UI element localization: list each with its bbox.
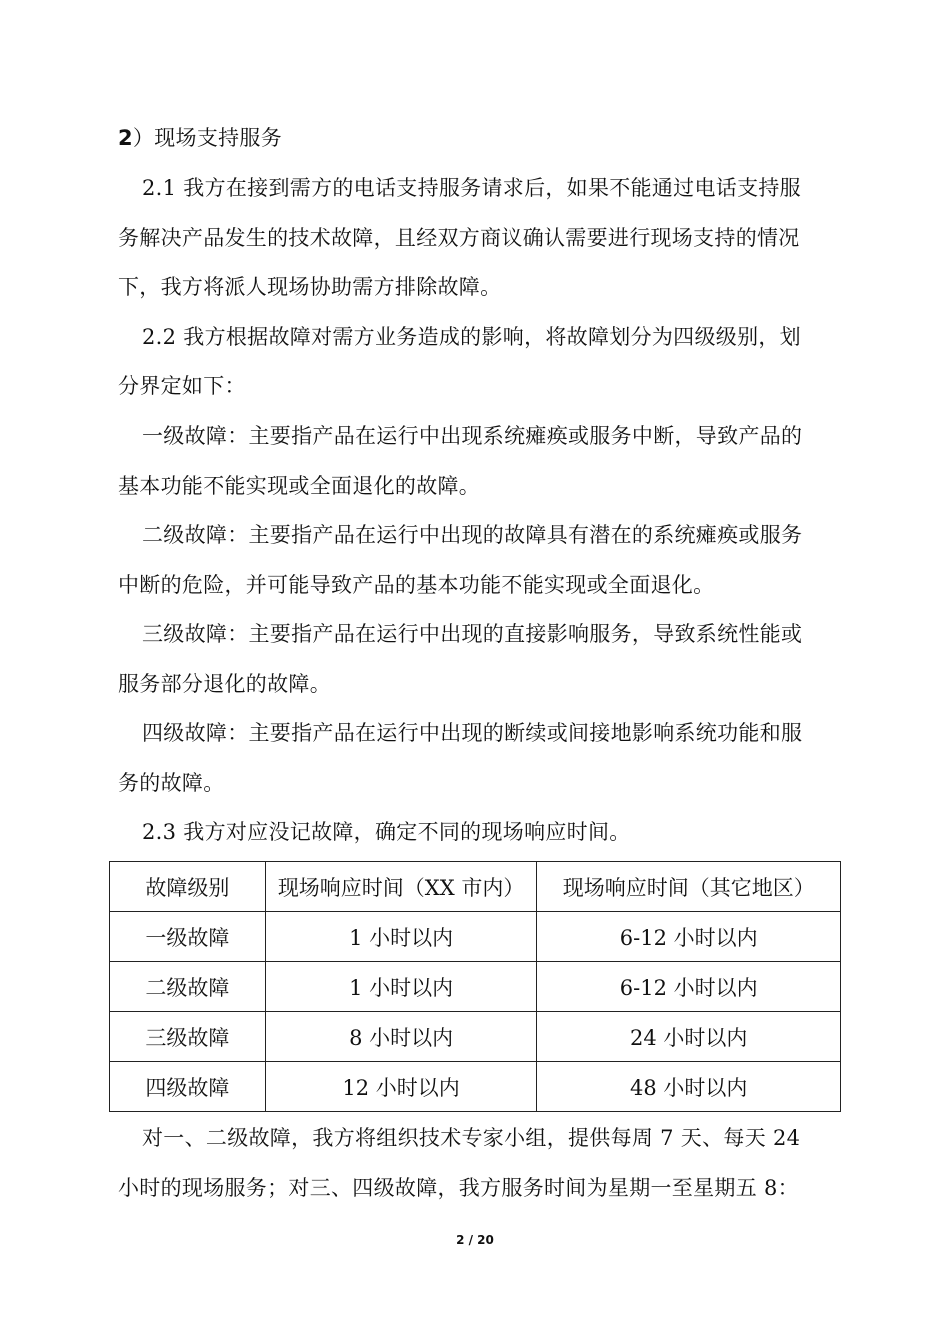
table-row (110, 962, 841, 1012)
table-cell: 6-12 小时以内 (537, 962, 841, 1012)
paragraph-line: 2.2 我方根据故障对需方业务造成的影响，将故障划分为四级级别，划 (142, 325, 801, 349)
table-cell: 6-12 小时以内 (537, 912, 841, 962)
paragraph-line: 基本功能不能实现或全面退化的故障。 (118, 474, 481, 498)
table-cell: 三级故障 (110, 1012, 266, 1062)
paragraph-line: 分界定如下： (118, 374, 246, 398)
response-time-table (109, 861, 841, 1112)
table-cell: 一级故障 (110, 912, 266, 962)
section-heading-text: ）现场支持服务 (132, 126, 283, 150)
paragraph-line: 下，我方将派人现场协助需方排除故障。 (118, 275, 502, 299)
paragraph-line: 对一、二级故障，我方将组织技术专家小组，提供每周 7 天、每天 24 (142, 1126, 801, 1150)
paragraph-line: 四级故障：主要指产品在运行中出现的断续或间接地影响系统功能和服 (142, 721, 803, 745)
table-cell: 1 小时以内 (265, 962, 537, 1012)
paragraph-line: 三级故障：主要指产品在运行中出现的直接影响服务，导致系统性能或 (142, 622, 803, 646)
paragraph-line: 2.1 我方在接到需方的电话支持服务请求后，如果不能通过电话支持服 (142, 176, 801, 200)
table-cell: 1 小时以内 (265, 912, 537, 962)
table-cell: 48 小时以内 (537, 1062, 841, 1112)
paragraph-line: 2.3 我方对应没记故障，确定不同的现场响应时间。 (142, 820, 631, 844)
table-cell: 24 小时以内 (537, 1012, 841, 1062)
table-header-row (110, 862, 841, 912)
paragraph-line: 中断的危险，并可能导致产品的基本功能不能实现或全面退化。 (118, 573, 715, 597)
paragraph-line: 一级故障：主要指产品在运行中出现系统瘫痪或服务中断，导致产品的 (142, 424, 803, 448)
table-row (110, 1062, 841, 1112)
table-cell: 二级故障 (110, 962, 266, 1012)
page-number: 2 / 20 (456, 1233, 494, 1247)
paragraph-line: 服务部分退化的故障。 (118, 672, 331, 696)
table-header-cell: 现场响应时间（XX 市内） (265, 862, 537, 912)
section-heading (118, 123, 838, 153)
paragraph-line: 二级故障：主要指产品在运行中出现的故障具有潜在的系统瘫痪或服务 (142, 523, 803, 547)
table-header-cell: 故障级别 (110, 862, 266, 912)
table-row (110, 1012, 841, 1062)
table-cell: 四级故障 (110, 1062, 266, 1112)
paragraph-line: 务的故障。 (118, 771, 225, 795)
table-cell: 12 小时以内 (265, 1062, 537, 1112)
table-cell: 8 小时以内 (265, 1012, 537, 1062)
paragraph-line: 小时的现场服务；对三、四级故障，我方服务时间为星期一至星期五 8： (118, 1176, 799, 1200)
table-header-cell: 现场响应时间（其它地区） (537, 862, 841, 912)
paragraph-line: 务解决产品发生的技术故障，且经双方商议确认需要进行现场支持的情况 (118, 226, 800, 250)
table-row (110, 912, 841, 962)
section-heading-number: 2 (118, 126, 133, 150)
